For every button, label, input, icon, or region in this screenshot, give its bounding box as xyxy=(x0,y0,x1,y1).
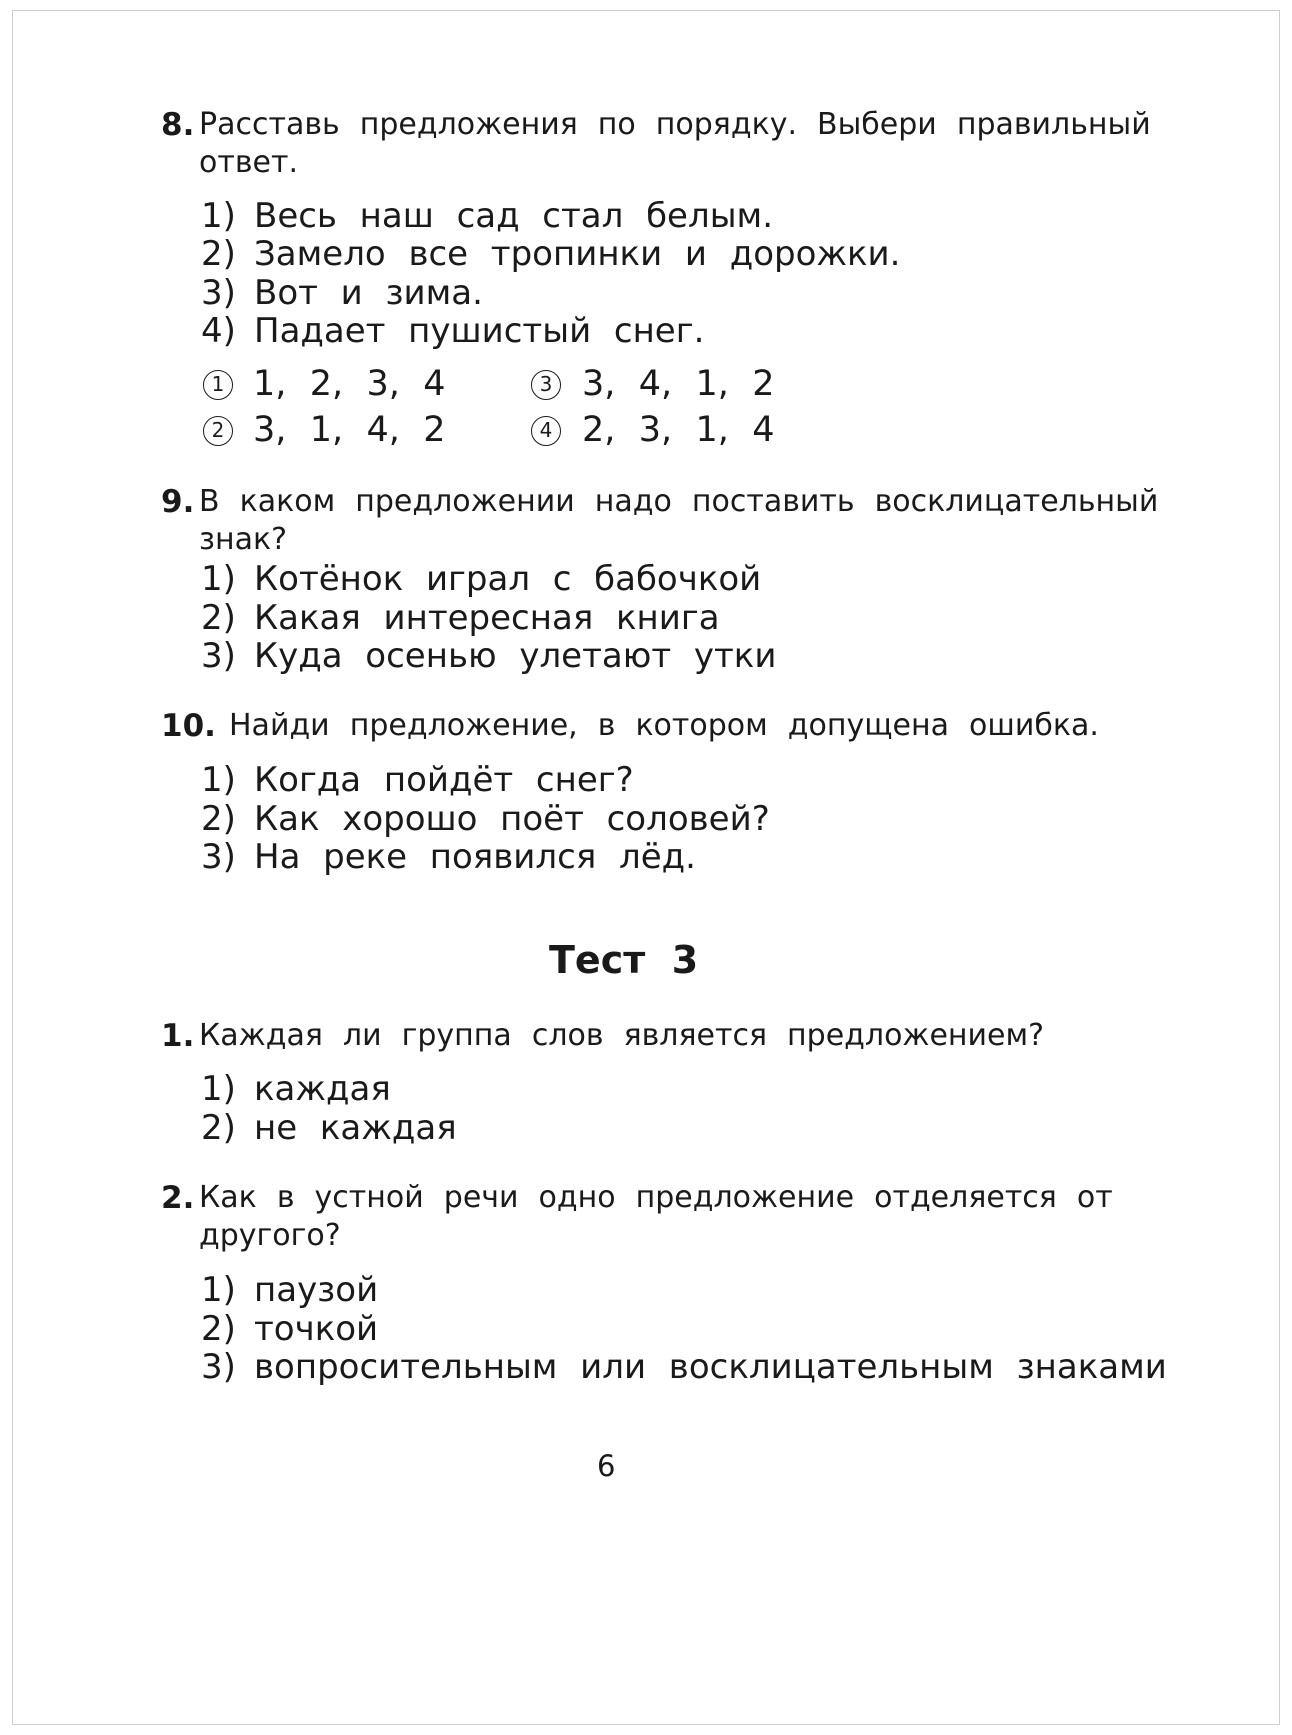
question-9-text-line2: знак? xyxy=(199,522,287,557)
answer-choice-value: 1, 2, 3, 4 xyxy=(253,364,446,404)
question-8-text-line2: ответ. xyxy=(199,145,298,180)
q9-sentence: Какая интересная книга xyxy=(254,598,720,638)
q10-option-number: 3) xyxy=(201,837,236,877)
q9-sentence: Куда осенью улетают утки xyxy=(254,636,777,676)
answer-choice-marker[interactable]: 3 xyxy=(531,370,561,400)
q8-sentence: Весь наш сад стал белым. xyxy=(254,196,774,236)
q8-sentence: Вот и зима. xyxy=(254,273,483,313)
t3q2-answer: вопросительным или восклицательным знаками xyxy=(254,1347,1167,1387)
q8-option-number: 4) xyxy=(201,311,236,351)
test3-question-1-number: 1. xyxy=(161,1018,195,1054)
page-number: 6 xyxy=(597,1449,616,1483)
q9-option-number: 1) xyxy=(201,559,236,599)
t3q2-answer: паузой xyxy=(254,1270,379,1310)
t3q2-option-number: 3) xyxy=(201,1347,236,1387)
t3q2-option-number: 1) xyxy=(201,1270,236,1310)
q8-option-number: 1) xyxy=(201,196,236,236)
q8-sentence: Падает пушистый снег. xyxy=(254,311,705,351)
q9-sentence: Котёнок играл с бабочкой xyxy=(254,559,762,599)
t3q1-option-number: 1) xyxy=(201,1069,236,1109)
answer-choice-marker[interactable]: 4 xyxy=(531,416,561,446)
test3-question-2-number: 2. xyxy=(161,1180,195,1216)
section-title-test-3: Тест 3 xyxy=(549,938,699,982)
answer-choice-marker[interactable]: 2 xyxy=(203,416,233,446)
q10-sentence: Как хорошо поёт соловей? xyxy=(254,799,770,839)
question-9-text-line1: В каком предложении надо поставить восклицательный xyxy=(199,484,1159,519)
q8-sentence: Замело все тропинки и дорожки. xyxy=(254,234,901,274)
q10-option-number: 1) xyxy=(201,760,236,800)
q10-option-number: 2) xyxy=(201,799,236,839)
q8-option-number: 3) xyxy=(201,273,236,313)
question-9-number: 9. xyxy=(161,484,195,520)
t3q1-answer: каждая xyxy=(254,1069,391,1109)
q8-option-number: 2) xyxy=(201,234,236,274)
t3q1-answer: не каждая xyxy=(254,1108,457,1148)
answer-choice-value: 3, 1, 4, 2 xyxy=(253,410,446,450)
test3-question-2-text-line1: Как в устной речи одно предложение отделяется от xyxy=(199,1180,1113,1215)
question-8-text-line1: Расставь предложения по порядку. Выбери правильный xyxy=(199,107,1151,142)
q9-option-number: 2) xyxy=(201,598,236,638)
answer-choice-value: 3, 4, 1, 2 xyxy=(582,364,775,404)
t3q2-option-number: 2) xyxy=(201,1309,236,1349)
answer-choice-value: 2, 3, 1, 4 xyxy=(582,410,775,450)
question-10-number: 10. xyxy=(161,708,216,744)
q9-option-number: 3) xyxy=(201,636,236,676)
t3q2-answer: точкой xyxy=(254,1309,379,1349)
test3-question-2-text-line2: другого? xyxy=(199,1218,341,1253)
q10-sentence: На реке появился лёд. xyxy=(254,837,696,877)
test3-question-1-text-line1: Каждая ли группа слов является предложением? xyxy=(199,1018,1045,1053)
answer-choice-marker[interactable]: 1 xyxy=(203,370,233,400)
question-10-text-line1: Найди предложение, в котором допущена ошибка. xyxy=(229,708,1099,743)
t3q1-option-number: 2) xyxy=(201,1108,236,1148)
workbook-page xyxy=(12,10,1280,1725)
question-8-number: 8. xyxy=(161,107,195,143)
q10-sentence: Когда пойдёт снег? xyxy=(254,760,634,800)
